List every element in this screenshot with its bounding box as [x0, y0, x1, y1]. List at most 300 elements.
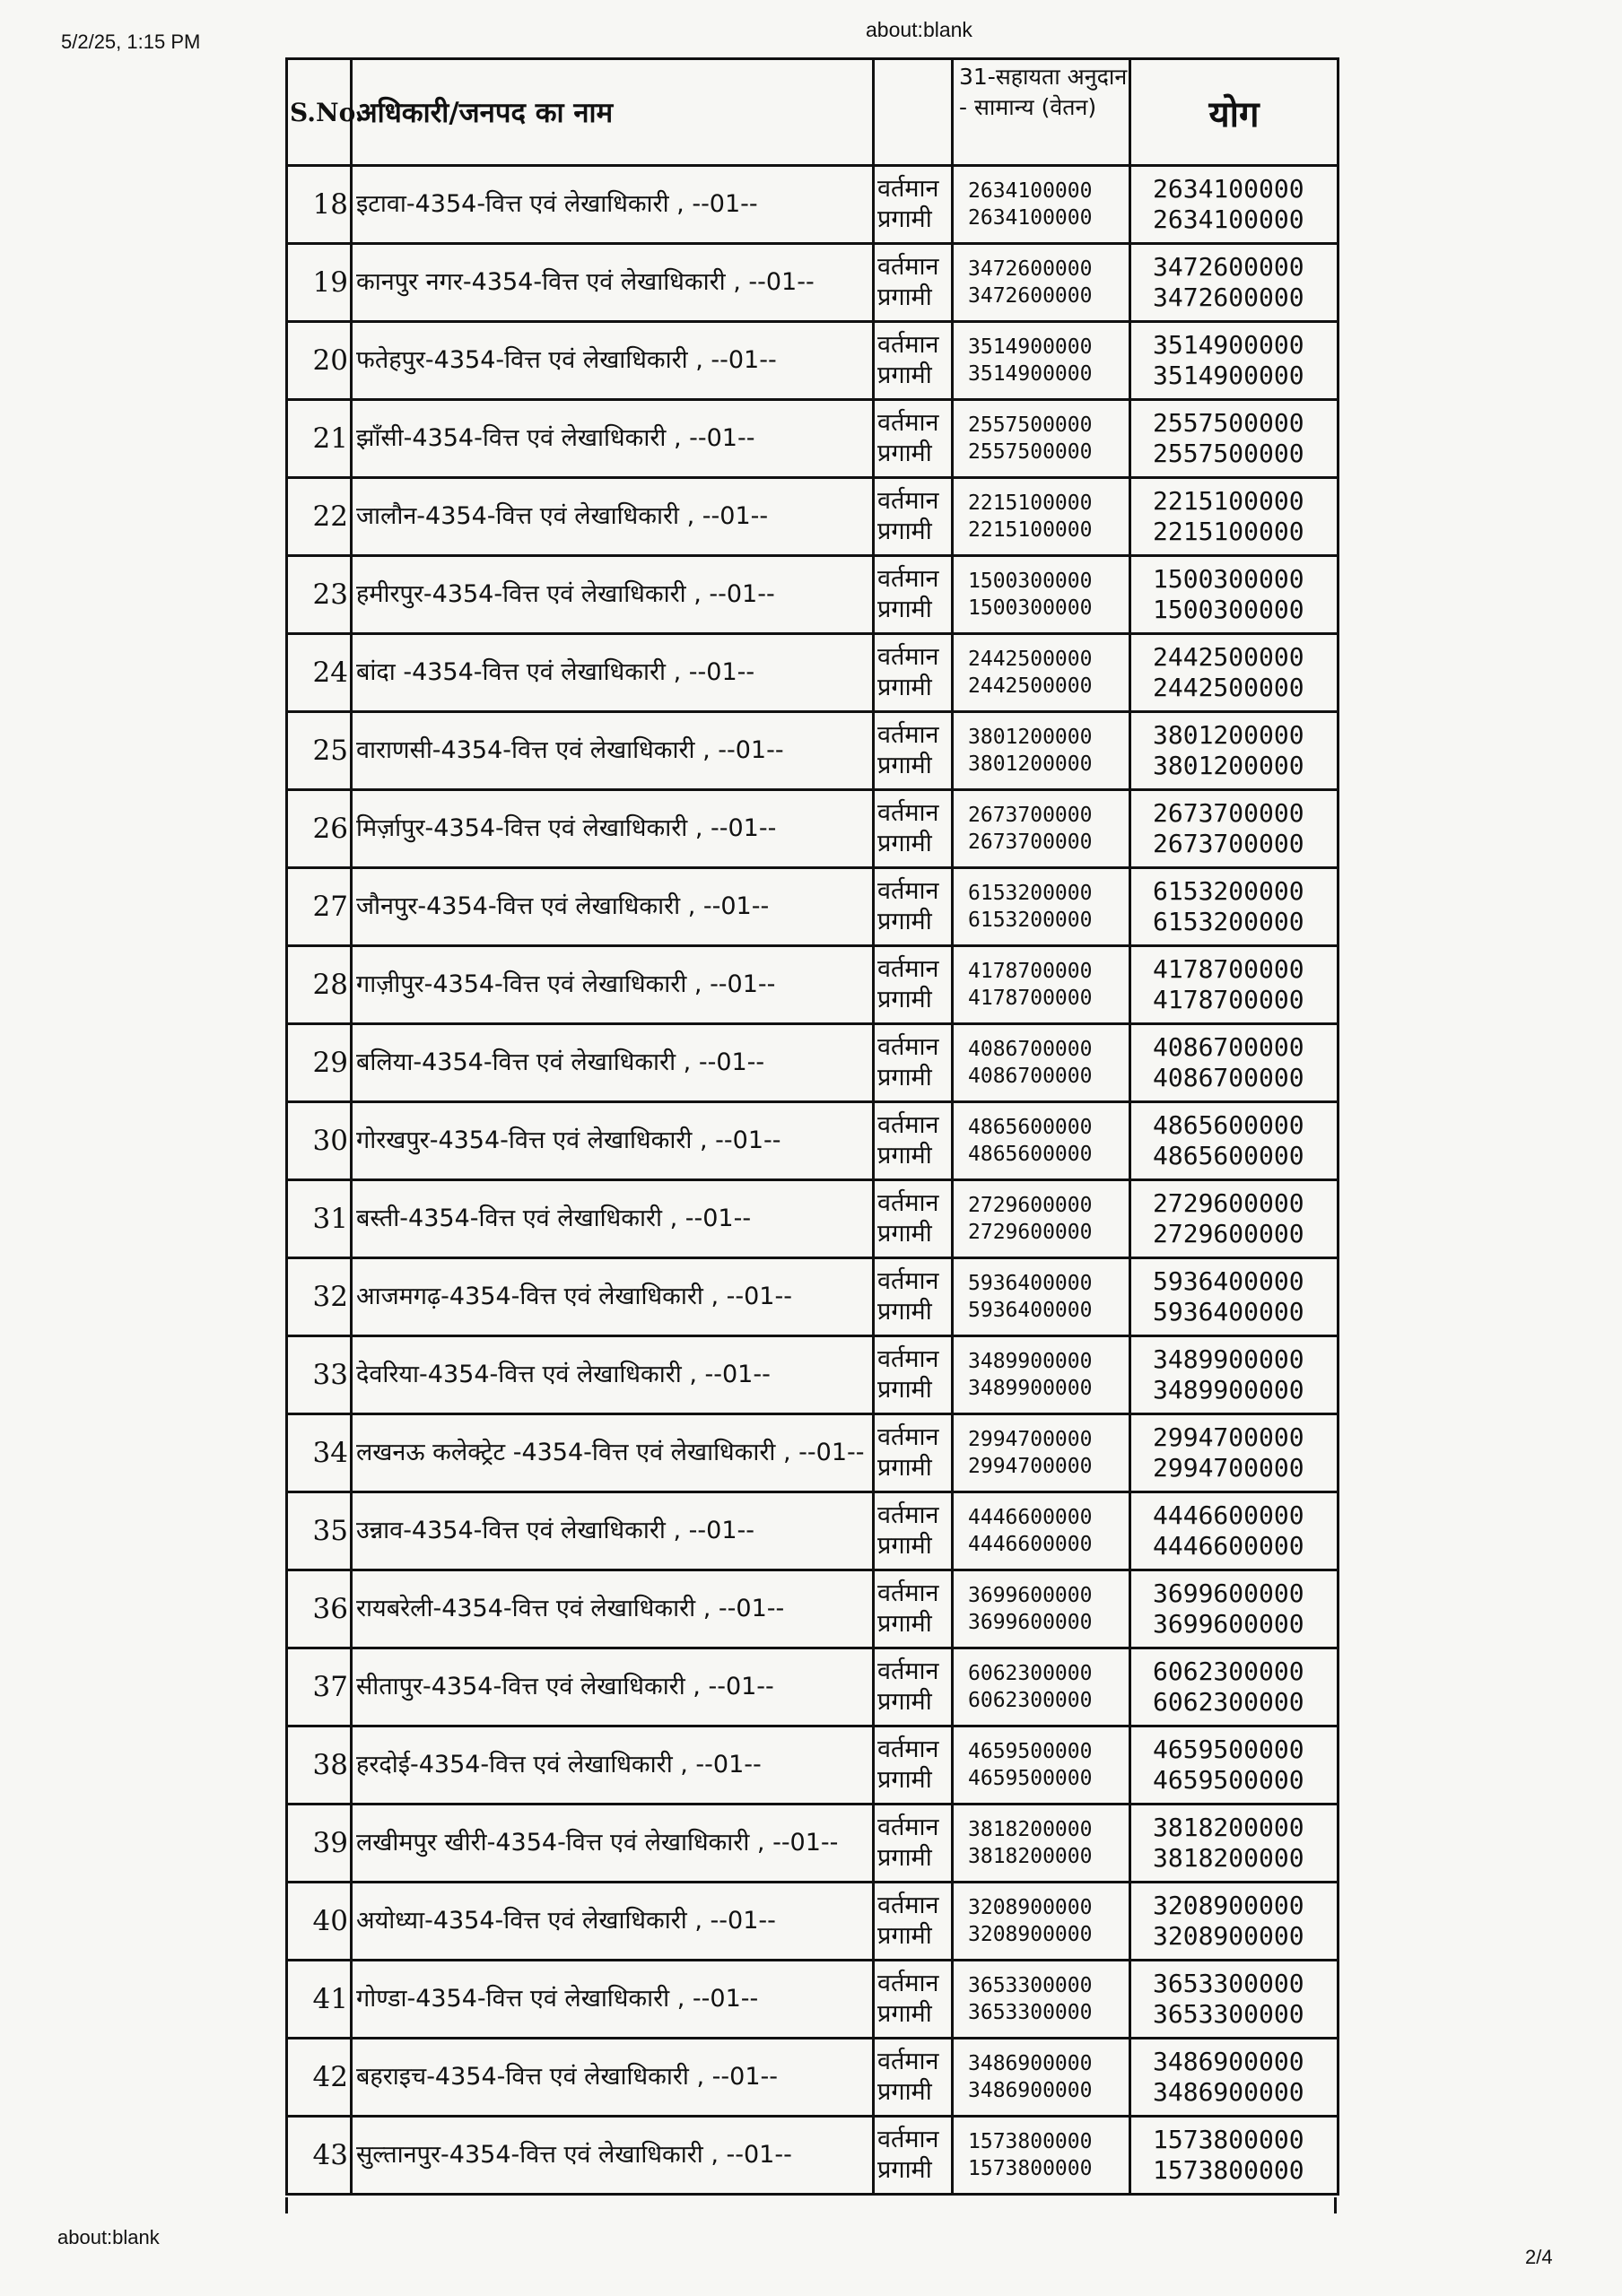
period-current: वर्तमान: [877, 1189, 939, 1217]
serial-number: 20: [287, 322, 352, 400]
serial-number: 39: [287, 1805, 352, 1883]
period-current: वर्तमान: [877, 721, 939, 749]
total-progressive: 2215100000: [1153, 517, 1304, 546]
total-progressive: 2994700000: [1153, 1453, 1304, 1483]
grant-amount: [953, 2039, 1130, 2117]
table-continuation: [285, 2197, 1337, 2213]
period-progressive: प्रगामी: [877, 674, 932, 701]
officer-district-name: कानपुर नगर-4354-वित्त एवं लेखाधिकारी , --01--: [352, 244, 874, 322]
serial-number: 22: [287, 478, 352, 556]
total-amount: [1130, 712, 1339, 790]
total-progressive: 3801200000: [1153, 751, 1304, 780]
total-progressive: 4865600000: [1153, 1141, 1304, 1170]
total-current: 5936400000: [1153, 1266, 1304, 1296]
total-amount: [1130, 478, 1339, 556]
period-type: [874, 400, 953, 478]
grant-amount-progressive: 4446600000: [968, 1533, 1093, 1556]
period-progressive: प्रगामी: [877, 283, 932, 311]
period-current: वर्तमान: [877, 331, 939, 359]
serial-number: 42: [287, 2039, 352, 2117]
column-header-sno: S.No.: [287, 59, 352, 166]
period-type: [874, 868, 953, 946]
period-progressive: प्रगामी: [877, 2078, 932, 2106]
grant-amount: [953, 1024, 1130, 1102]
total-current: 3208900000: [1153, 1891, 1304, 1920]
total-current: 3818200000: [1153, 1813, 1304, 1842]
officer-district-name: झाँसी-4354-वित्त एवं लेखाधिकारी , --01--: [352, 400, 874, 478]
grant-amount-current: 4086700000: [968, 1038, 1093, 1061]
total-current: 3472600000: [1153, 252, 1304, 282]
total-current: 6062300000: [1153, 1657, 1304, 1686]
grant-amount-current: 3514900000: [968, 335, 1093, 359]
period-current: वर्तमान: [877, 1657, 939, 1685]
period-progressive: प्रगामी: [877, 361, 932, 389]
period-progressive: प्रगामी: [877, 2000, 932, 2028]
period-progressive: प्रगामी: [877, 1610, 932, 1638]
officer-district-name: रायबरेली-4354-वित्त एवं लेखाधिकारी , --01--: [352, 1570, 874, 1648]
grant-amount-current: 2994700000: [968, 1428, 1093, 1451]
total-amount: [1130, 790, 1339, 868]
period-current: वर्तमान: [877, 799, 939, 827]
period-progressive: प्रगामी: [877, 439, 932, 467]
table-row: [287, 1258, 1339, 1336]
serial-number: 26: [287, 790, 352, 868]
period-progressive: प्रगामी: [877, 752, 932, 779]
total-current: 6153200000: [1153, 876, 1304, 906]
total-amount: [1130, 1726, 1339, 1805]
serial-number: 40: [287, 1883, 352, 1961]
grant-amount: [953, 166, 1130, 244]
grant-amount-current: 3486900000: [968, 2052, 1093, 2075]
total-amount: [1130, 1180, 1339, 1258]
total-progressive: 3208900000: [1153, 1921, 1304, 1951]
period-current: वर्तमान: [877, 1579, 939, 1607]
total-current: 3699600000: [1153, 1578, 1304, 1608]
table-row: [287, 1414, 1339, 1492]
grant-amount: [953, 868, 1130, 946]
total-current: 2634100000: [1153, 174, 1304, 204]
total-amount: [1130, 1336, 1339, 1414]
period-progressive: प्रगामी: [877, 2156, 932, 2184]
period-progressive: प्रगामी: [877, 1922, 932, 1950]
period-current: वर्तमान: [877, 1970, 939, 1997]
grant-amount: [953, 1883, 1130, 1961]
officer-district-name: आजमगढ़-4354-वित्त एवं लेखाधिकारी , --01--: [352, 1258, 874, 1336]
grant-amount: [953, 1726, 1130, 1805]
period-progressive: प्रगामी: [877, 1688, 932, 1716]
grant-amount-progressive: 3699600000: [968, 1611, 1093, 1634]
total-current: 4446600000: [1153, 1500, 1304, 1530]
print-datetime: 5/2/25, 1:15 PM: [61, 30, 201, 53]
total-progressive: 1573800000: [1153, 2155, 1304, 2185]
total-current: 3514900000: [1153, 330, 1304, 360]
grant-amount-progressive: 4178700000: [968, 987, 1093, 1010]
column-header-name: अधिकारी/जनपद का नाम: [352, 59, 874, 166]
period-current: वर्तमान: [877, 1033, 939, 1061]
total-progressive: 3653300000: [1153, 1999, 1304, 2029]
table-row: [287, 1805, 1339, 1883]
serial-number: 23: [287, 556, 352, 634]
total-current: 1500300000: [1153, 564, 1304, 594]
serial-number: 29: [287, 1024, 352, 1102]
grant-amount-current: 2215100000: [968, 491, 1093, 515]
period-current: वर्तमान: [877, 2048, 939, 2075]
total-progressive: 3486900000: [1153, 2077, 1304, 2107]
period-type: [874, 790, 953, 868]
total-progressive: 5936400000: [1153, 1297, 1304, 1326]
period-type: [874, 1805, 953, 1883]
grant-amount-current: 3818200000: [968, 1818, 1093, 1841]
period-type: [874, 1883, 953, 1961]
grant-amount-progressive: 2634100000: [968, 206, 1093, 230]
grant-amount-current: 2442500000: [968, 648, 1093, 671]
table-row: [287, 1180, 1339, 1258]
period-current: वर्तमान: [877, 1735, 939, 1763]
grant-amount-current: 1573800000: [968, 2130, 1093, 2153]
grant-amount-current: 3653300000: [968, 1974, 1093, 1997]
officer-district-name: गाज़ीपुर-4354-वित्त एवं लेखाधिकारी , --01--: [352, 946, 874, 1024]
table-row: [287, 2039, 1339, 2117]
grant-amount-progressive: 6062300000: [968, 1689, 1093, 1712]
period-current: वर्तमान: [877, 1345, 939, 1373]
column-header-total: योग: [1130, 59, 1339, 166]
period-progressive: प्रगामी: [877, 1532, 932, 1560]
period-type: [874, 1024, 953, 1102]
total-current: 2729600000: [1153, 1188, 1304, 1218]
table-row: [287, 1102, 1339, 1180]
grant-amount: [953, 1961, 1130, 2039]
grant-amount: [953, 2117, 1130, 2195]
total-current: 3801200000: [1153, 720, 1304, 750]
serial-number: 41: [287, 1961, 352, 2039]
table-header-row: [287, 59, 1339, 166]
serial-number: 30: [287, 1102, 352, 1180]
period-progressive: प्रगामी: [877, 1298, 932, 1326]
period-progressive: प्रगामी: [877, 908, 932, 935]
total-amount: [1130, 1102, 1339, 1180]
table-row: [287, 1961, 1339, 2039]
grant-amount-progressive: 3818200000: [968, 1845, 1093, 1868]
serial-number: 25: [287, 712, 352, 790]
grant-amount: [953, 946, 1130, 1024]
serial-number: 27: [287, 868, 352, 946]
officer-district-name: हरदोई-4354-वित्त एवं लेखाधिकारी , --01--: [352, 1726, 874, 1805]
total-amount: [1130, 166, 1339, 244]
period-type: [874, 634, 953, 712]
table-row: [287, 634, 1339, 712]
page-number: 2/4: [1525, 2246, 1553, 2268]
period-current: वर्तमान: [877, 253, 939, 281]
table-row: [287, 868, 1339, 946]
grant-amount-current: 4178700000: [968, 960, 1093, 983]
table-row: [287, 166, 1339, 244]
table-row: [287, 478, 1339, 556]
total-progressive: 4659500000: [1153, 1765, 1304, 1795]
table-row: [287, 244, 1339, 322]
period-current: वर्तमान: [877, 955, 939, 983]
officer-district-name: बस्ती-4354-वित्त एवं लेखाधिकारी , --01--: [352, 1180, 874, 1258]
grant-amount-progressive: 2442500000: [968, 674, 1093, 698]
grant-amount-progressive: 2557500000: [968, 440, 1093, 464]
table-row: [287, 712, 1339, 790]
period-progressive: प्रगामी: [877, 1376, 932, 1404]
grant-amount-progressive: 4865600000: [968, 1143, 1093, 1166]
period-type: [874, 1180, 953, 1258]
grant-amount: [953, 1102, 1130, 1180]
total-current: 3653300000: [1153, 1969, 1304, 1998]
period-current: वर्तमान: [877, 877, 939, 905]
table-row: [287, 1726, 1339, 1805]
total-amount: [1130, 322, 1339, 400]
grant-amount-current: 3208900000: [968, 1896, 1093, 1919]
officer-district-name: लखनऊ कलेक्ट्रेट -4354-वित्त एवं लेखाधिकारी , --01--: [352, 1414, 874, 1492]
period-type: [874, 2117, 953, 2195]
period-current: वर्तमान: [877, 1267, 939, 1295]
total-amount: [1130, 400, 1339, 478]
officer-district-name: फतेहपुर-4354-वित्त एवं लेखाधिकारी , --01--: [352, 322, 874, 400]
grant-amount-progressive: 2729600000: [968, 1221, 1093, 1244]
table-row: [287, 556, 1339, 634]
grant-amount: [953, 244, 1130, 322]
grant-amount-progressive: 2215100000: [968, 518, 1093, 542]
total-progressive: 3514900000: [1153, 361, 1304, 390]
period-type: [874, 1726, 953, 1805]
period-current: वर्तमान: [877, 1892, 939, 1919]
table-row: [287, 1648, 1339, 1726]
total-progressive: 6153200000: [1153, 907, 1304, 936]
period-progressive: प्रगामी: [877, 986, 932, 1013]
grant-amount: [953, 634, 1130, 712]
officer-district-name: गोण्डा-4354-वित्त एवं लेखाधिकारी , --01--: [352, 1961, 874, 2039]
total-current: 3486900000: [1153, 2047, 1304, 2076]
grant-amount: [953, 712, 1130, 790]
period-current: वर्तमान: [877, 1813, 939, 1841]
total-progressive: 3489900000: [1153, 1375, 1304, 1405]
grant-amount: [953, 790, 1130, 868]
grant-amount-current: 5936400000: [968, 1272, 1093, 1295]
total-current: 4865600000: [1153, 1110, 1304, 1140]
period-progressive: प्रगामी: [877, 1220, 932, 1248]
period-type: [874, 1336, 953, 1414]
period-current: वर्तमान: [877, 643, 939, 671]
grant-amount-current: 1500300000: [968, 570, 1093, 593]
period-current: वर्तमान: [877, 409, 939, 437]
period-type: [874, 478, 953, 556]
grant-amount-current: 2557500000: [968, 413, 1093, 437]
table-row: [287, 2117, 1339, 2195]
grant-amount-current: 3699600000: [968, 1584, 1093, 1607]
officer-district-name: बांदा -4354-वित्त एवं लेखाधिकारी , --01--: [352, 634, 874, 712]
total-current: 2557500000: [1153, 408, 1304, 438]
officer-district-name: इटावा-4354-वित्त एवं लेखाधिकारी , --01--: [352, 166, 874, 244]
grant-amount-progressive: 2994700000: [968, 1455, 1093, 1478]
grant-amount-progressive: 3486900000: [968, 2079, 1093, 2102]
total-progressive: 4086700000: [1153, 1063, 1304, 1092]
period-current: वर्तमान: [877, 1423, 939, 1451]
total-amount: [1130, 946, 1339, 1024]
period-type: [874, 244, 953, 322]
grant-amount-current: 3801200000: [968, 726, 1093, 749]
serial-number: 31: [287, 1180, 352, 1258]
total-amount: [1130, 1648, 1339, 1726]
total-current: 2994700000: [1153, 1422, 1304, 1452]
grant-amount-progressive: 3801200000: [968, 752, 1093, 776]
total-amount: [1130, 2039, 1339, 2117]
serial-number: 35: [287, 1492, 352, 1570]
total-progressive: 2557500000: [1153, 439, 1304, 468]
grant-amount-progressive: 4659500000: [968, 1767, 1093, 1790]
table-body: [287, 166, 1339, 2195]
total-current: 3489900000: [1153, 1344, 1304, 1374]
period-type: [874, 1648, 953, 1726]
table-row: [287, 1570, 1339, 1648]
total-amount: [1130, 556, 1339, 634]
total-current: 4659500000: [1153, 1735, 1304, 1764]
serial-number: 21: [287, 400, 352, 478]
grant-amount-progressive: 3653300000: [968, 2001, 1093, 2024]
grant-amount-progressive: 1573800000: [968, 2157, 1093, 2180]
period-type: [874, 166, 953, 244]
officer-district-name: लखीमपुर खीरी-4354-वित्त एवं लेखाधिकारी , --01--: [352, 1805, 874, 1883]
column-header-amount: 31-सहायता अनुदान - सामान्य (वेतन): [953, 59, 1130, 166]
print-header-url: about:blank: [866, 18, 972, 41]
total-amount: [1130, 1805, 1339, 1883]
grant-amount: [953, 1492, 1130, 1570]
table-row: [287, 1336, 1339, 1414]
period-current: वर्तमान: [877, 487, 939, 515]
grant-amount-current: 4659500000: [968, 1740, 1093, 1763]
total-amount: [1130, 2117, 1339, 2195]
grant-amount: [953, 478, 1130, 556]
grant-amount-current: 4446600000: [968, 1506, 1093, 1529]
serial-number: 32: [287, 1258, 352, 1336]
serial-number: 43: [287, 2117, 352, 2195]
table-row: [287, 1024, 1339, 1102]
period-progressive: प्रगामी: [877, 517, 932, 545]
period-current: वर्तमान: [877, 1111, 939, 1139]
table-row: [287, 400, 1339, 478]
period-progressive: प्रगामी: [877, 1844, 932, 1872]
grant-amount-current: 6062300000: [968, 1662, 1093, 1685]
total-current: 2673700000: [1153, 798, 1304, 828]
period-type: [874, 556, 953, 634]
grant-table: [285, 57, 1339, 2196]
period-type: [874, 1570, 953, 1648]
officer-district-name: सीतापुर-4354-वित्त एवं लेखाधिकारी , --01--: [352, 1648, 874, 1726]
total-amount: [1130, 1961, 1339, 2039]
serial-number: 37: [287, 1648, 352, 1726]
grant-amount: [953, 1805, 1130, 1883]
total-progressive: 6062300000: [1153, 1687, 1304, 1717]
total-progressive: 2442500000: [1153, 673, 1304, 702]
officer-district-name: जौनपुर-4354-वित्त एवं लेखाधिकारी , --01--: [352, 868, 874, 946]
period-type: [874, 322, 953, 400]
grant-amount: [953, 1570, 1130, 1648]
officer-district-name: उन्नाव-4354-वित्त एवं लेखाधिकारी , --01--: [352, 1492, 874, 1570]
officer-district-name: बलिया-4354-वित्त एवं लेखाधिकारी , --01--: [352, 1024, 874, 1102]
table-row: [287, 946, 1339, 1024]
total-progressive: 1500300000: [1153, 595, 1304, 624]
grant-amount: [953, 1180, 1130, 1258]
total-current: 1573800000: [1153, 2125, 1304, 2154]
grant-amount-progressive: 3472600000: [968, 284, 1093, 308]
period-type: [874, 1961, 953, 2039]
total-amount: [1130, 1570, 1339, 1648]
grant-amount-current: 3472600000: [968, 257, 1093, 281]
officer-district-name: हमीरपुर-4354-वित्त एवं लेखाधिकारी , --01--: [352, 556, 874, 634]
serial-number: 33: [287, 1336, 352, 1414]
period-current: वर्तमान: [877, 175, 939, 203]
officer-district-name: मिर्ज़ापुर-4354-वित्त एवं लेखाधिकारी , --01--: [352, 790, 874, 868]
period-type: [874, 1102, 953, 1180]
period-type: [874, 1492, 953, 1570]
total-amount: [1130, 1024, 1339, 1102]
total-amount: [1130, 1492, 1339, 1570]
grant-amount: [953, 1414, 1130, 1492]
period-type: [874, 946, 953, 1024]
period-current: वर्तमान: [877, 565, 939, 593]
officer-district-name: जालौन-4354-वित्त एवं लेखाधिकारी , --01--: [352, 478, 874, 556]
grant-amount: [953, 1648, 1130, 1726]
period-current: वर्तमान: [877, 1501, 939, 1529]
table-row: [287, 1883, 1339, 1961]
serial-number: 19: [287, 244, 352, 322]
period-type: [874, 712, 953, 790]
period-current: वर्तमान: [877, 2126, 939, 2153]
print-footer-url: about:blank: [57, 2226, 160, 2248]
total-progressive: 3472600000: [1153, 283, 1304, 312]
serial-number: 34: [287, 1414, 352, 1492]
column-header-type: [874, 59, 953, 166]
total-amount: [1130, 1883, 1339, 1961]
grant-amount-progressive: 4086700000: [968, 1065, 1093, 1088]
total-progressive: 4178700000: [1153, 985, 1304, 1014]
grant-amount-current: 2634100000: [968, 179, 1093, 203]
officer-district-name: गोरखपुर-4354-वित्त एवं लेखाधिकारी , --01--: [352, 1102, 874, 1180]
total-amount: [1130, 634, 1339, 712]
table-row: [287, 1492, 1339, 1570]
grant-amount-current: 4865600000: [968, 1116, 1093, 1139]
grant-amount-progressive: 3489900000: [968, 1377, 1093, 1400]
total-current: 2442500000: [1153, 642, 1304, 672]
total-progressive: 3818200000: [1153, 1843, 1304, 1873]
total-progressive: 4446600000: [1153, 1531, 1304, 1561]
period-progressive: प्रगामी: [877, 830, 932, 857]
total-current: 2215100000: [1153, 486, 1304, 516]
total-amount: [1130, 244, 1339, 322]
period-progressive: प्रगामी: [877, 1454, 932, 1482]
total-progressive: 3699600000: [1153, 1609, 1304, 1639]
period-type: [874, 2039, 953, 2117]
grant-amount-current: 2673700000: [968, 804, 1093, 827]
serial-number: 18: [287, 166, 352, 244]
grant-amount: [953, 1336, 1130, 1414]
serial-number: 24: [287, 634, 352, 712]
grant-amount-current: 3489900000: [968, 1350, 1093, 1373]
officer-district-name: वाराणसी-4354-वित्त एवं लेखाधिकारी , --01--: [352, 712, 874, 790]
serial-number: 38: [287, 1726, 352, 1805]
grant-amount: [953, 556, 1130, 634]
total-amount: [1130, 1414, 1339, 1492]
total-current: 4178700000: [1153, 954, 1304, 984]
serial-number: 28: [287, 946, 352, 1024]
grant-amount-progressive: 6153200000: [968, 909, 1093, 932]
grant-amount-current: 6153200000: [968, 882, 1093, 905]
total-amount: [1130, 868, 1339, 946]
grant-amount-progressive: 5936400000: [968, 1299, 1093, 1322]
period-progressive: प्रगामी: [877, 1142, 932, 1170]
grant-amount: [953, 400, 1130, 478]
